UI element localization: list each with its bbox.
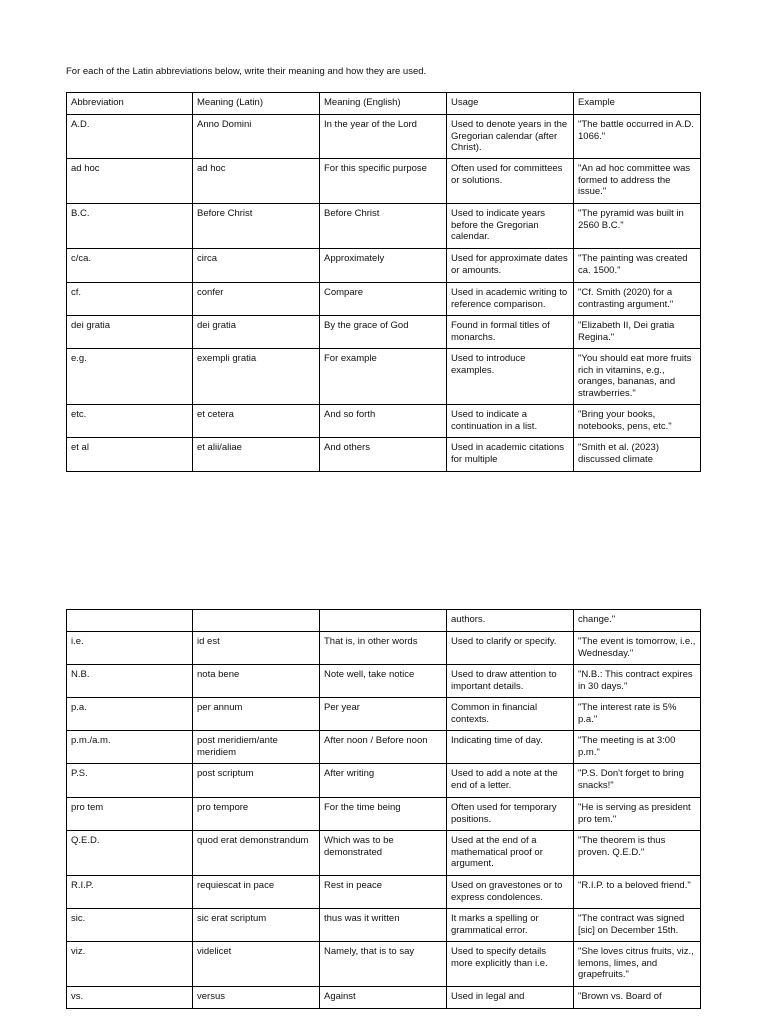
table-cell: pro tempore (193, 798, 320, 831)
table-cell: "R.I.P. to a beloved friend." (574, 876, 701, 909)
table-cell: dei gratia (193, 316, 320, 349)
header-row (67, 93, 701, 115)
table-cell: Rest in peace (320, 876, 447, 909)
table-cell: "N.B.: This contract expires in 30 days." (574, 665, 701, 698)
table-cell: et cetera (193, 405, 320, 438)
table-cell: "Brown vs. Board of (574, 987, 701, 1009)
table-cell: dei gratia (67, 316, 193, 349)
table-cell: videlicet (193, 942, 320, 987)
table-cell: Often used for committees or solutions. (447, 159, 574, 204)
table-cell: Per year (320, 698, 447, 731)
table-cell: A.D. (67, 115, 193, 159)
table-cell: vs. (67, 987, 193, 1009)
table-cell: "She loves citrus fruits, viz., lemons, limes, and grapefruits." (574, 942, 701, 987)
table-cell: nota bene (193, 665, 320, 698)
table-row (67, 349, 701, 405)
table-cell: "The contract was signed [sic] on December 15th. (574, 909, 701, 942)
table-cell: "Cf. Smith (2020) for a contrasting argument." (574, 283, 701, 316)
table-cell: requiescat in pace (193, 876, 320, 909)
table-cell: Often used for temporary positions. (447, 798, 574, 831)
table-cell: p.m./a.m. (67, 731, 193, 764)
table-cell (67, 610, 193, 632)
table-cell: Against (320, 987, 447, 1009)
table-cell: After writing (320, 764, 447, 798)
table-cell: et alii/aliae (193, 438, 320, 472)
table-cell: etc. (67, 405, 193, 438)
table-row (67, 316, 701, 349)
table-cell: "The theorem is thus proven. Q.E.D." (574, 831, 701, 876)
table-row (67, 876, 701, 909)
table-row (67, 632, 701, 665)
table-cell: cf. (67, 283, 193, 316)
table-cell: authors. (447, 610, 574, 632)
table-cell: Used in academic citations for multiple (447, 438, 574, 472)
table-row (67, 764, 701, 798)
table-cell: Used to indicate a continuation in a list. (447, 405, 574, 438)
table-cell: After noon / Before noon (320, 731, 447, 764)
table-cell: p.a. (67, 698, 193, 731)
table-cell: "The battle occurred in A.D. 1066." (574, 115, 701, 159)
table-row (67, 731, 701, 764)
table-cell: "The painting was created ca. 1500." (574, 249, 701, 283)
table-cell: "The meeting is at 3:00 p.m." (574, 731, 701, 764)
table-cell: Indicating time of day. (447, 731, 574, 764)
table-cell: exempli gratia (193, 349, 320, 405)
table-cell: Common in financial contexts. (447, 698, 574, 731)
table-cell: In the year of the Lord (320, 115, 447, 159)
table-cell: Q.E.D. (67, 831, 193, 876)
table-cell (320, 610, 447, 632)
table-row (67, 438, 701, 472)
table-cell: "He is serving as president pro tem." (574, 798, 701, 831)
table-cell: "You should eat more fruits rich in vitamins, e.g., oranges, bananas, and strawberries." (574, 349, 701, 405)
table-row (67, 798, 701, 831)
table-cell: Used to draw attention to important details. (447, 665, 574, 698)
table-cell: Found in formal titles of monarchs. (447, 316, 574, 349)
table-cell: post meridiem/ante meridiem (193, 731, 320, 764)
table-cell: For the time being (320, 798, 447, 831)
table-cell: Note well, take notice (320, 665, 447, 698)
table-cell: That is, in other words (320, 632, 447, 665)
table-cell: P.S. (67, 764, 193, 798)
table-cell: post scriptum (193, 764, 320, 798)
table-cell: versus (193, 987, 320, 1009)
column-header-meaning-english: Meaning (English) (320, 93, 447, 115)
table-cell: c/ca. (67, 249, 193, 283)
table-row (67, 831, 701, 876)
table-cell: viz. (67, 942, 193, 987)
table-cell: B.C. (67, 204, 193, 249)
table-cell: And so forth (320, 405, 447, 438)
table-cell: sic. (67, 909, 193, 942)
table-cell: e.g. (67, 349, 193, 405)
table-cell: "The event is tomorrow, i.e., Wednesday." (574, 632, 701, 665)
instructions-text: For each of the Latin abbreviations below, write their meaning and how they are used. (66, 66, 427, 77)
table-row (67, 115, 701, 159)
table-cell: Used in academic writing to reference comparison. (447, 283, 574, 316)
table-row (67, 909, 701, 942)
table-row (67, 405, 701, 438)
table-cell: ad hoc (193, 159, 320, 204)
table-cell: circa (193, 249, 320, 283)
table-row (67, 249, 701, 283)
abbreviations-table-part-1 (66, 92, 701, 472)
table-cell: By the grace of God (320, 316, 447, 349)
table-cell: Used in legal and (447, 987, 574, 1009)
table-row (67, 159, 701, 204)
column-header-meaning-latin: Meaning (Latin) (193, 93, 320, 115)
table-cell: per annum (193, 698, 320, 731)
table-cell: Used to denote years in the Gregorian calendar (after Christ). (447, 115, 574, 159)
table-cell: Before Christ (320, 204, 447, 249)
abbreviations-table-part-2 (66, 609, 701, 1009)
table-row (67, 698, 701, 731)
table-cell (193, 610, 320, 632)
table-row (67, 610, 701, 632)
table-cell: confer (193, 283, 320, 316)
table-cell: "The interest rate is 5% p.a." (574, 698, 701, 731)
table-cell: Used on gravestones or to express condolences. (447, 876, 574, 909)
table-row (67, 283, 701, 316)
table-cell: Approximately (320, 249, 447, 283)
table-cell: ad hoc (67, 159, 193, 204)
table-cell: "P.S. Don't forget to bring snacks!" (574, 764, 701, 798)
table-cell: sic erat scriptum (193, 909, 320, 942)
table-cell: And others (320, 438, 447, 472)
table-cell: quod erat demonstrandum (193, 831, 320, 876)
table-cell: "Bring your books, notebooks, pens, etc." (574, 405, 701, 438)
table-cell: Used to indicate years before the Gregorian calendar. (447, 204, 574, 249)
table-cell: Used to clarify or specify. (447, 632, 574, 665)
table-cell: It marks a spelling or grammatical error. (447, 909, 574, 942)
table-cell: Used for approximate dates or amounts. (447, 249, 574, 283)
table-cell: Namely, that is to say (320, 942, 447, 987)
table-cell: Used to add a note at the end of a letter. (447, 764, 574, 798)
column-header-abbreviation: Abbreviation (67, 93, 193, 115)
table-cell: Anno Domini (193, 115, 320, 159)
table-row (67, 665, 701, 698)
table-cell: Used to specify details more explicitly than i.e. (447, 942, 574, 987)
table-cell: Which was to be demonstrated (320, 831, 447, 876)
table-cell: change." (574, 610, 701, 632)
table-row (67, 942, 701, 987)
table-cell: id est (193, 632, 320, 665)
table-cell: "The pyramid was built in 2560 B.C." (574, 204, 701, 249)
table-cell: "Smith et al. (2023) discussed climate (574, 438, 701, 472)
table-cell: Compare (320, 283, 447, 316)
table-cell: R.I.P. (67, 876, 193, 909)
column-header-example: Example (574, 93, 701, 115)
table-cell: i.e. (67, 632, 193, 665)
table-cell: thus was it written (320, 909, 447, 942)
table-cell: Used to introduce examples. (447, 349, 574, 405)
column-header-usage: Usage (447, 93, 574, 115)
table-row (67, 987, 701, 1009)
table-cell: "Elizabeth II, Dei gratia Regina." (574, 316, 701, 349)
table-cell: Before Christ (193, 204, 320, 249)
table-cell: For example (320, 349, 447, 405)
table-cell: pro tem (67, 798, 193, 831)
table-cell: Used at the end of a mathematical proof or argument. (447, 831, 574, 876)
table-cell: N.B. (67, 665, 193, 698)
table-cell: et al (67, 438, 193, 472)
table-row (67, 204, 701, 249)
table-cell: "An ad hoc committee was formed to address the issue." (574, 159, 701, 204)
table-cell: For this specific purpose (320, 159, 447, 204)
